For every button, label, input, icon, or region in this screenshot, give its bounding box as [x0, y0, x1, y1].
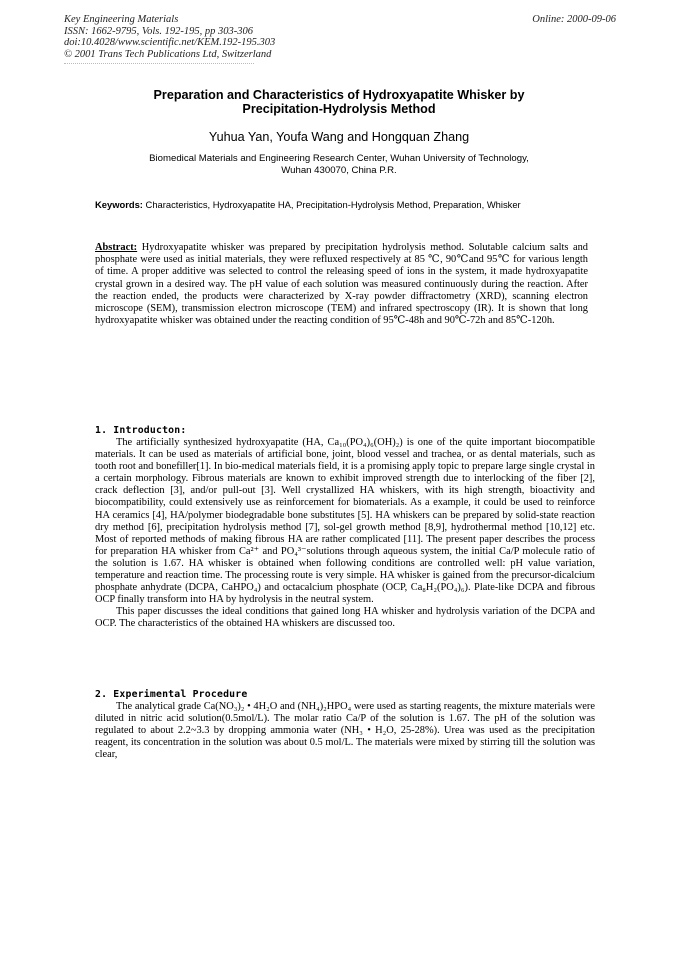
- journal-name: Key Engineering Materials: [64, 14, 179, 25]
- keywords-text: Characteristics, Hydroxyapatite HA, Precipitation-Hydrolysis Method, Preparation, Whisker: [145, 199, 521, 210]
- abstract: [95, 242, 588, 327]
- section-experimental: [95, 689, 595, 761]
- paper-title: [70, 88, 608, 116]
- affiliation-line-1: Biomedical Materials and Engineering Research Center, Wuhan University of Technology,: [149, 153, 529, 164]
- section-introduction: [95, 425, 595, 631]
- authors: Yuhua Yan, Youfa Wang and Hongquan Zhang: [208, 130, 470, 144]
- experimental-paragraph-1: The analytical grade Ca(NO₃)₂ • 4H₂O and (NH₄)₂HPO₄ were used as starting reagents, the mixture materials were diluted in nitric acid solution(0.5mol/L). The molar ratio Ca/P of the solution is 1.67. The pH of the solution was regulated to about 2.2~3.3 by dropping ammonia water (NH₃ • H₂O, 25-28%). Urea was used as the precipitation reagent, its concentration in the solution was about 0.5 mol/L. The materials were mixed by stirring till the solution was clear,: [95, 701, 595, 761]
- keywords: [95, 199, 535, 211]
- keywords-label: Keywords:: [95, 199, 143, 210]
- abstract-label: Abstract:: [95, 242, 138, 253]
- copyright-line: © 2001 Trans Tech Publications Ltd, Switzerland: [64, 48, 272, 60]
- title-line-2: Precipitation-Hydrolysis Method: [242, 102, 436, 116]
- journal-header: [64, 14, 616, 64]
- abstract-text: Hydroxyapatite whisker was prepared by precipitation hydrolysis method. Solutable calcium salts and phosphate were used as initial materials, they were refluxed respectively at 85 ℃, 90℃and 95℃ for various length of time. A proper additive was selected to control the releasing speed of ions in the system, it made hydroxyapatite crystal grown in a desired way. The pH value of each solution was measured continuously during the reaction. After the reaction ended, the products were characterized by X-ray powder diffractometry (XRD), scanning electron microscope (SEM), transmission electron microscope (TEM) and infrared spectroscopy (IR). It is shown that long hydroxyapatite whisker was obtained under the reacting condition of 95℃-48h and 90℃-72h and 85℃-120h.: [95, 242, 588, 327]
- affiliation: [90, 153, 588, 177]
- intro-paragraph-1: The artificially synthesized hydroxyapatite (HA, Ca₁₀(PO₄)₆(OH)₂) is one of the quite important biocompatible materials. It can be used as materials of artificial bone, joint, blood vessel and trachea, or as dental materials, such as tooth root and bonefiller[1]. In bio-medical materials field, it is a promising apply topic to prepare large single crystal in a certain morphology. Fibrous materials are known to exhibit improved strength due to interlocking of the fiber [2], crack deflection [3], and/or pull-out [3]. Well crystallized HA whiskers, with its high strength, bioactivity and biocompatibility, could extensively use as reinforcement for biomaterials. As a example, it could be used to reinforce HA ceramics [4], HA/polymer biodegradable bone substitutes [5]. HA whiskers can be prepared by solid-state reaction dry method [6], precipitation hydrolysis method [7], sol-gel growth method [8,9], hydrothermal method [10,12] etc. Most of reported methods of making fibrous HA are rather complicated [11]. The present paper describes the process for preparation HA whisker from Ca²⁺ and PO₄³⁻solutions through aqueous system, the initial Ca/P molecule ratio of the solution is 1.67. HA whisker is obtained when following conditions are controlled well: pH value variation, temperature and reaction time. The processing route is very simple. HA whisker is gained from the precursor-dicalcium phosphate anhydrate (DCPA, CaHPO₄) and octacalcium phosphate (OCP, Ca₈H₂(PO₄)₆). Plate-like DCPA and fibrous OCP finally transform into HA by hydrolysis in the neutral system.: [95, 437, 595, 606]
- affiliation-line-2: Wuhan 430070, China P.R.: [281, 165, 397, 176]
- doi-line: doi:10.4028/www.scientific.net/KEM.192-195.303: [64, 37, 276, 48]
- header-divider: [64, 63, 254, 64]
- title-line-1: Preparation and Characteristics of Hydroxyapatite Whisker by: [153, 88, 525, 102]
- intro-paragraph-2: This paper discusses the ideal conditions that gained long HA whisker and hydrolysis variation of the DCPA and OCP. The characteristics of the obtained HA whiskers are discussed too.: [95, 606, 595, 630]
- online-date: Online: 2000-09-06: [532, 14, 616, 25]
- section-heading-experimental: 2. Experimental Procedure: [95, 689, 248, 700]
- issn-line: ISSN: 1662-9795, Vols. 192-195, pp 303-306: [64, 25, 253, 37]
- section-heading-introduction: 1. Introducton:: [95, 425, 187, 436]
